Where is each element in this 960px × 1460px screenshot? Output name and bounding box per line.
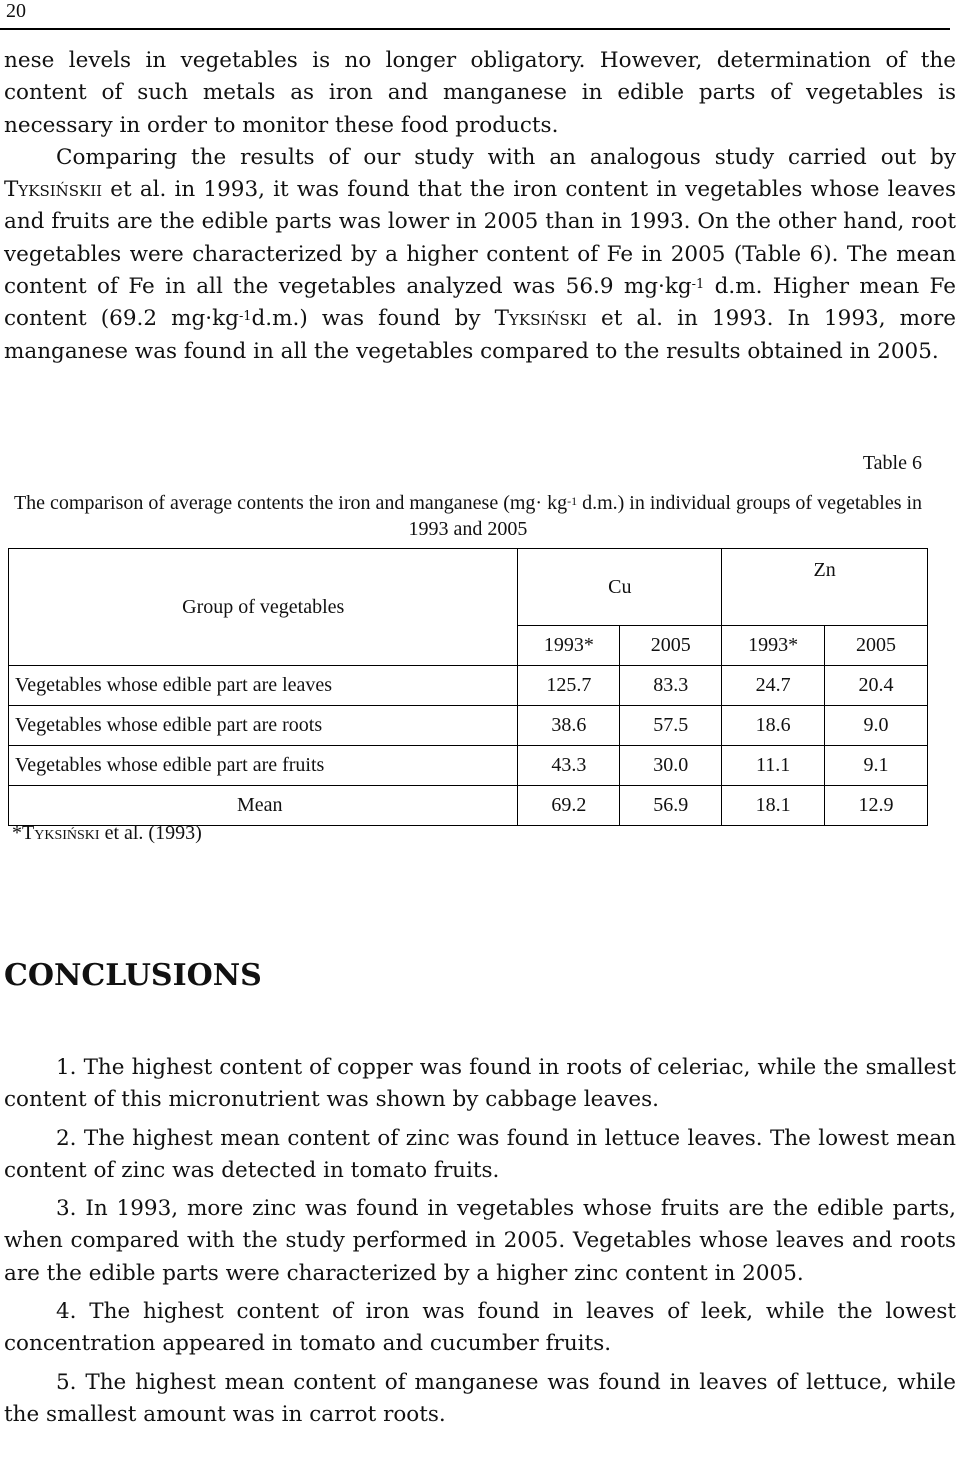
caption-text: The comparison of average contents the iron and manganese (mg· kg: [13, 492, 568, 514]
author-name-2: Tyksiński: [494, 306, 587, 332]
caption-text-end: d.m.) in individual groups of vegetables in 1993 and 2005: [408, 492, 923, 540]
group-header: Group of vegetables: [9, 549, 518, 666]
group-cell: Vegetables whose edible part are leaves: [9, 666, 518, 706]
data-table: [8, 548, 928, 826]
cu-header: Cu: [518, 549, 722, 626]
table-row: [9, 666, 928, 706]
paragraph-1: nese levels in vegetables is no longer obligatory. However, determination of the content of such metals as iron and manganese in edible parts of vegetables is necessary in order to monitor these food products.: [4, 48, 956, 138]
conclusion-item: 2. The highest mean content of zinc was found in lettuce leaves. The lowest mean content of zinc was detected in tomato fruits.: [4, 1125, 956, 1183]
paragraph-2-start: Comparing the results of our study with an analogous study carried out by: [56, 144, 956, 170]
caption-superscript: -1: [567, 494, 578, 508]
value-cell: 20.4: [825, 666, 928, 706]
mean-label: Mean: [9, 786, 518, 826]
superscript: -1: [691, 277, 705, 293]
conclusion-item: 4. The highest content of iron was found in leaves of leek, while the lowest concentration appeared in tomato and cucumber fruits.: [4, 1299, 956, 1357]
header-rule: [0, 28, 950, 30]
footnote-star: *: [12, 822, 22, 844]
value-cell: 18.6: [722, 706, 825, 746]
mean-value: 56.9: [620, 786, 722, 826]
value-cell: 38.6: [518, 706, 620, 746]
footnote-author: Tyksiński: [22, 822, 100, 844]
value-cell: 83.3: [620, 666, 722, 706]
paragraph-2-end: et al. in 1993. In 1993, more manganese was found in all the vegetables compared to the results obtained in 2005.: [4, 306, 956, 364]
table-header-row: [9, 549, 928, 626]
table-footnote: [12, 822, 202, 845]
paragraph-2-text-3: d.m.) was found by: [251, 306, 495, 332]
year-header: 1993*: [722, 626, 825, 666]
paragraph-2: [4, 142, 956, 368]
table-label: Table 6: [862, 452, 922, 474]
mean-value: 69.2: [518, 786, 620, 826]
table-row: [9, 706, 928, 746]
conclusions-list: [4, 1052, 956, 1431]
year-header: 2005: [620, 626, 722, 666]
superscript-2: -1: [238, 309, 252, 325]
table-mean-row: [9, 786, 928, 826]
table-caption: [10, 490, 926, 542]
group-cell: Vegetables whose edible part are fruits: [9, 746, 518, 786]
value-cell: 9.0: [825, 706, 928, 746]
group-cell: Vegetables whose edible part are roots: [9, 706, 518, 746]
author-name: Tyksińskii: [4, 177, 103, 203]
mean-value: 18.1: [722, 786, 825, 826]
conclusion-item: 5. The highest mean content of manganese was found in leaves of lettuce, while the smallest amount was in carrot roots.: [4, 1369, 956, 1427]
page-number: 20: [6, 0, 26, 22]
zn-header: Zn: [722, 549, 928, 626]
value-cell: 57.5: [620, 706, 722, 746]
value-cell: 125.7: [518, 666, 620, 706]
table-row: [9, 746, 928, 786]
footnote-text: et al. (1993): [99, 822, 202, 844]
value-cell: 11.1: [722, 746, 825, 786]
value-cell: 9.1: [825, 746, 928, 786]
body-text: [4, 45, 956, 368]
year-header: 2005: [825, 626, 928, 666]
paragraph-2-text-2: d.m. Higher mean Fe content (69.2 mg·kg: [4, 274, 957, 332]
value-cell: 30.0: [620, 746, 722, 786]
conclusions-heading: CONCLUSIONS: [4, 958, 262, 993]
year-header: 1993*: [518, 626, 620, 666]
paragraph-2-text: et al. in 1993, it was found that the iron content in vegetables whose leaves and fruits are the edible parts was lower in 2005 than in 1993. On the other hand, root vegetables were characterized by a higher content of Fe in 2005 (Table 6). The mean content of Fe in all the vegetables analyzed was 56.9 mg·kg: [4, 177, 956, 300]
value-cell: 24.7: [722, 666, 825, 706]
conclusion-item: 3. In 1993, more zinc was found in vegetables whose fruits are the edible parts, when compared with the study performed in 2005. Vegetables whose leaves and roots are the edible parts were characterized by a higher zinc content in 2005.: [4, 1196, 956, 1286]
conclusion-item: 1. The highest content of copper was found in roots of celeriac, while the smallest content of this micronutrient was shown by cabbage leaves.: [4, 1055, 956, 1113]
value-cell: 43.3: [518, 746, 620, 786]
mean-value: 12.9: [825, 786, 928, 826]
